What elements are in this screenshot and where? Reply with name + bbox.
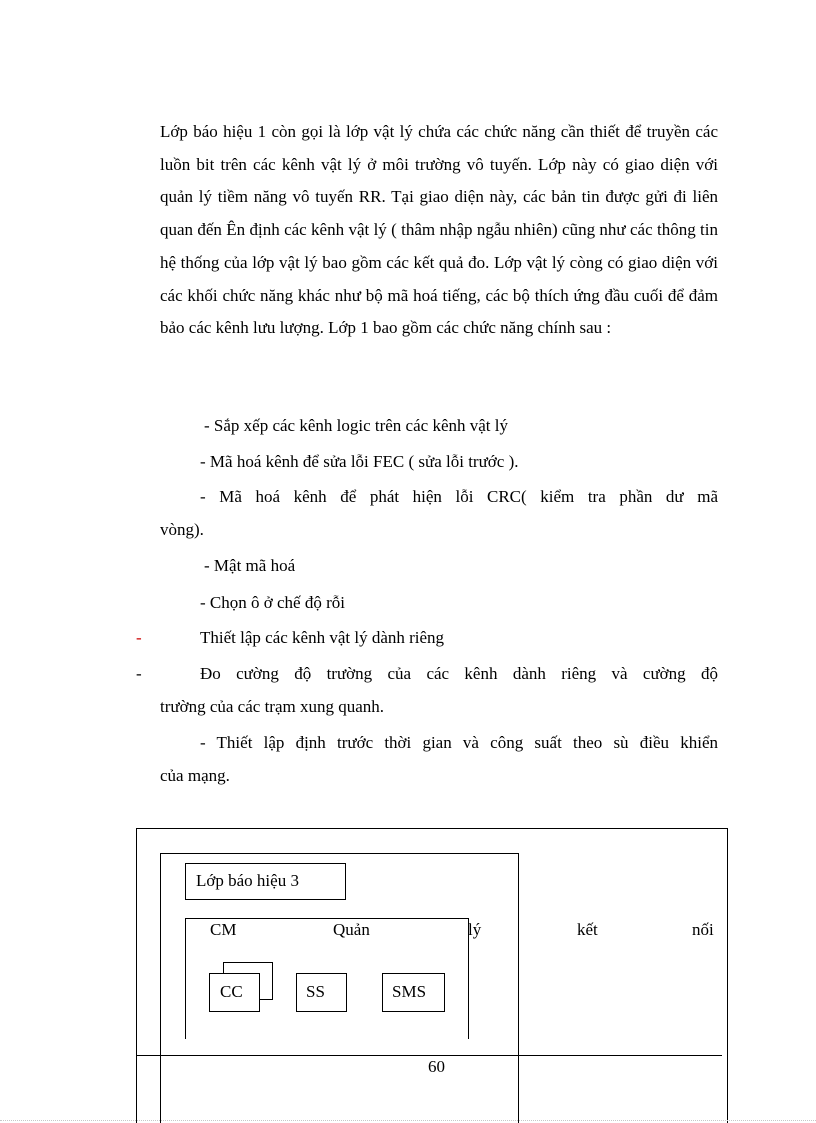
ss-label: SS [306,982,325,1001]
cc-label: CC [220,982,243,1001]
list-item-fec: - Mã hoá kênh để sửa lỗi FEC ( sửa lỗi trước ). [200,452,519,471]
inner-frame-top [160,853,518,854]
list-item-field-strength-line2: trường của các trạm xung quanh. [160,697,385,716]
list-item-timing-power-line1: - Thiết lập định trước thời gian và công suất theo sù điều khiển [200,733,718,752]
ss-box [296,973,347,1012]
cm-word-5: nối [692,920,714,939]
list-item-logic-mapping: - Sắp xếp các kênh logic trên các kênh vật lý [204,416,508,435]
outer-frame-top [136,828,728,829]
list-item-idle-cell: - Chọn ô ở chế độ rỗi [200,593,345,612]
cm-word-3: lý [468,920,482,939]
layer3-label: Lớp báo hiệu 3 [196,871,299,890]
list-item-crc-line1: - Mã hoá kênh để phát hiện lỗi CRC( kiểm tra phần dư mã [200,487,718,506]
sms-label: SMS [392,982,427,1001]
cm-word-4: kết [577,920,598,939]
page-edge-dotted [0,1120,816,1121]
cc-box [209,973,260,1012]
cm-word-2: Quản [333,920,370,939]
list-item-dedicated-channels: Thiết lập các kênh vật lý dành riêng [200,628,445,647]
body-paragraph: Lớp báo hiệu 1 còn gọi là lớp vật lý chứa các chức năng cần thiết để truyền các luồn bit trên các kênh vật lý ở môi trường vô tuyến. Lớp này có giao diện với quản lý tiềm năng vô tuyến RR. Tại giao diện này, các bản tin được gửi đi liên quan đến Ên định các kênh vật lý ( thâm nhập ngẫu nhiên) cũng như các thông tin hệ thống của lớp vật lý bao gồm các kết quả đo. Lớp vật lý còng có giao diện với các khối chức năng khác như bộ mã hoá tiếng, các bộ thích ứng đầu cuối để đảm bảo các kênh lưu lượng. Lớp 1 bao gồm các chức năng chính sau : [160,122,718,338]
outer-frame-left [136,828,137,1123]
list-item-crc-line2: vòng). [160,520,204,539]
list-item-field-strength-line1: Đo cường độ trường của các kênh dành riêng và cường độ [200,664,718,683]
inner-frame-left [160,853,161,1123]
outer-frame-right [727,828,728,1123]
cm-frame-left [185,918,186,1039]
red-bullet-mark: - [136,628,142,647]
cm-frame-top [185,918,469,919]
list-item-timing-power-line2: của mạng. [160,766,230,785]
cm-word-1: CM [210,920,237,939]
page-number: 60 [428,1057,445,1076]
inner-frame-right [518,853,519,1123]
footer-rule [136,1055,722,1056]
list-item-encryption: - Mật mã hoá [204,556,296,575]
sms-box [382,973,445,1012]
layer3-box [185,863,346,900]
bullet-mark: - [136,664,142,683]
